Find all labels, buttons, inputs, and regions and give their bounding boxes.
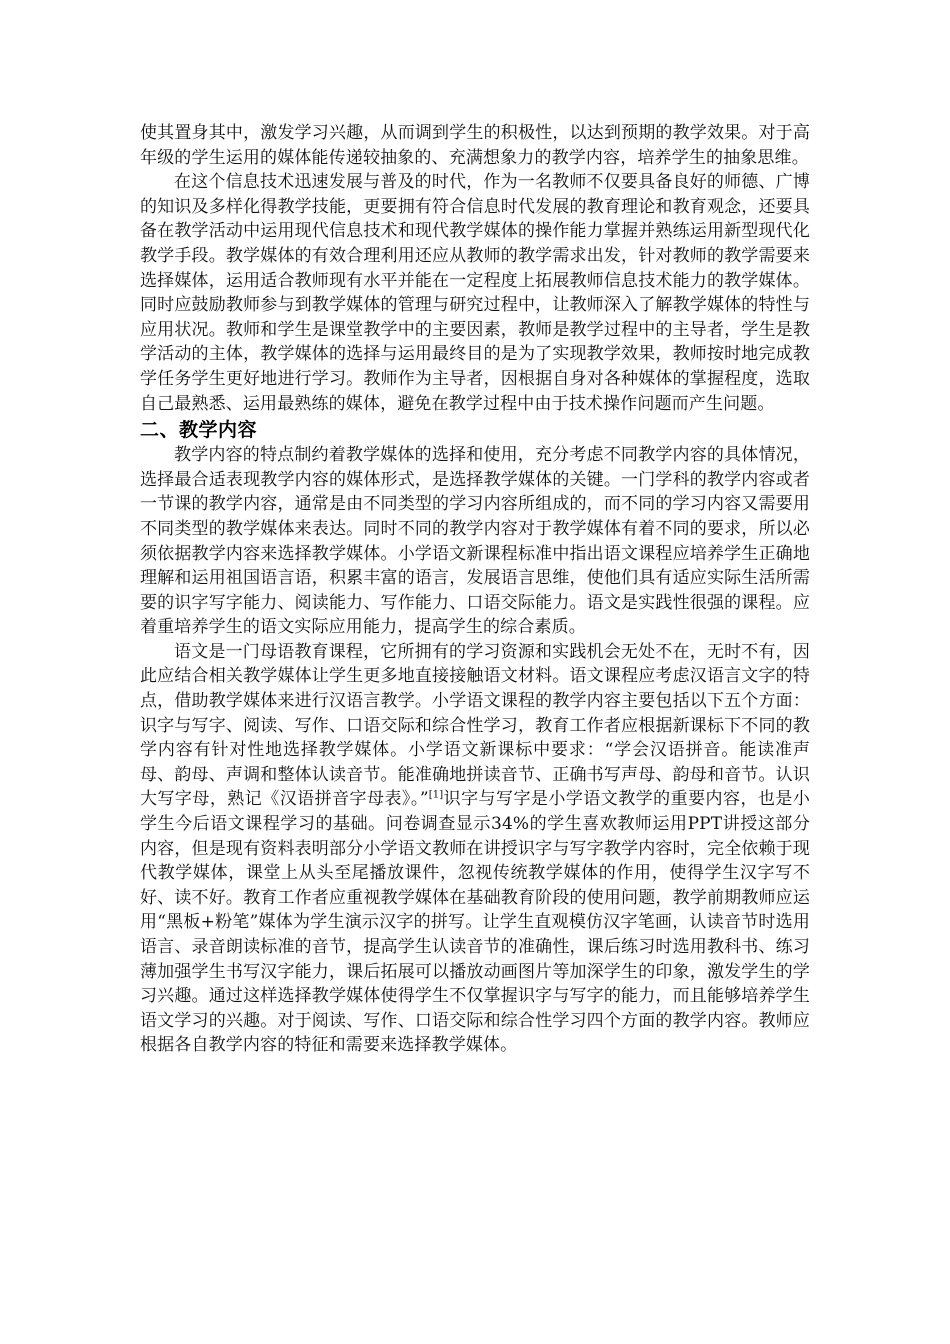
document-body	[140, 121, 810, 1058]
section-heading-teaching-content: 二、教学内容	[140, 419, 258, 442]
paragraph-chinese-curriculum	[140, 640, 810, 1058]
paragraph-continuation: 使其置身其中，激发学习兴趣，从而调到学生的积极性，以达到预期的教学效果。对于高年级的学生运用的媒体能传递较抽象的、充满想象力的教学内容，培养学生的抽象思维。	[140, 123, 810, 168]
paragraph-content-constraints: 教学内容的特点制约着教学媒体的选择和使用，充分考虑不同教学内容的具体情况，选择最合适表现教学内容的媒体形式，是选择教学媒体的关键。一门学科的教学内容或者一节课的教学内容，通常是由不同类型的学习内容所组成的，而不同的学习内容又需要用不同类型的教学媒体来表达。同时不同的教学内容对于教学媒体有着不同的要求，所以必须依据教学内容来选择教学媒体。小学语文新课程标准中指出语文课程应培养学生正确地理解和运用祖国语言语，积累丰富的语言，发展语言思维，使他们具有适应实际生活所需要的识字写字能力、阅读能力、写作能力、口语交际能力。语文是实践性很强的课程。应着重培养学生的语文实际应用能力，提高学生的综合素质。	[140, 445, 810, 638]
paragraph-text-part-2: 识字与写字是小学语文教学的重要内容，也是小学生今后语文课程学习的基础。问卷调查显示34%的学生喜欢教师运用PPT讲授这部分内容，但是现有资料表明部分小学语文教师在讲授识字与写字教学内容时，完全依赖于现代教学媒体，课堂上从头至尾播放课件，忽视传统教学媒体的作用，使得学生汉字写不好、读不好。教育工作者应重视教学媒体在基础教育阶段的使用问题，教学前期教师应运用“黑板+粉笔”媒体为学生演示汉字的拼写。让学生直观模仿汉字笔画，认读音节时选用语言、录音朗读标准的音节，提高学生认读音节的准确性，课后练习时选用教科书、练习薄加强学生书写汉字能力，课后拓展可以播放动画图片等加深学生的印象，激发学生的学习兴趣。通过这样选择教学媒体使得学生不仅掌握识字与写字的能力，而且能够培养学生语文学习的兴趣。对于阅读、写作、口语交际和综合性学习四个方面的教学内容。教师应根据各自教学内容的特征和需要来选择教学媒体。	[140, 789, 810, 1056]
citation-marker: [1]	[428, 789, 444, 801]
paragraph-teacher-ability: 在这个信息技术迅速发展与普及的时代，作为一名教师不仅要具备良好的师德、广博的知识及多样化得教学技能，更要拥有符合信息时代发展的教育理论和教育观念，还要具备在教学活动中运用现代信息技术和现代教学媒体的操作能力掌握并熟练运用新型现代化教学手段。教学媒体的有效合理利用还应从教师的教学需求出发，针对教师的教学需要来选择媒体，运用适合教师现有水平并能在一定程度上拓展教师信息技术能力的教学媒体。同时应鼓励教师参与到教学媒体的管理与研究过程中，让教师深入了解教学媒体的特性与应用状况。教师和学生是课堂教学中的主要因素，教师是教学过程中的主导者，学生是教学活动的主体，教学媒体的选择与运用最终目的是为了实现教学效果，教师按时地完成教学任务学生更好地进行学习。教师作为主导者，因根据自身对各种媒体的掌握程度，选取自己最熟悉、运用最熟练的媒体，避免在教学过程中由于技术操作问题而产生问题。	[140, 172, 810, 414]
paragraph-text-part-1: 语文是一门母语教育课程，它所拥有的学习资源和实践机会无处不在，无时不有，因此应结合相关教学媒体让学生更多地直接接触语文材料。语文课程应考虑汉语言文字的特点，借助教学媒体来进行汉语言教学。小学语文课程的教学内容主要包括以下五个方面：识字与写字、阅读、写作、口语交际和综合性学习，教育工作者应根据新课标下不同的教学内容有针对性地选择教学媒体。小学语文新课标中要求：“学会汉语拼音。能读准声母、韵母、声调和整体认读音节。能准确地拼读音节、正确书写声母、韵母和音节。认识大写字母，熟记《汉语拼音字母表》。”	[140, 641, 810, 810]
